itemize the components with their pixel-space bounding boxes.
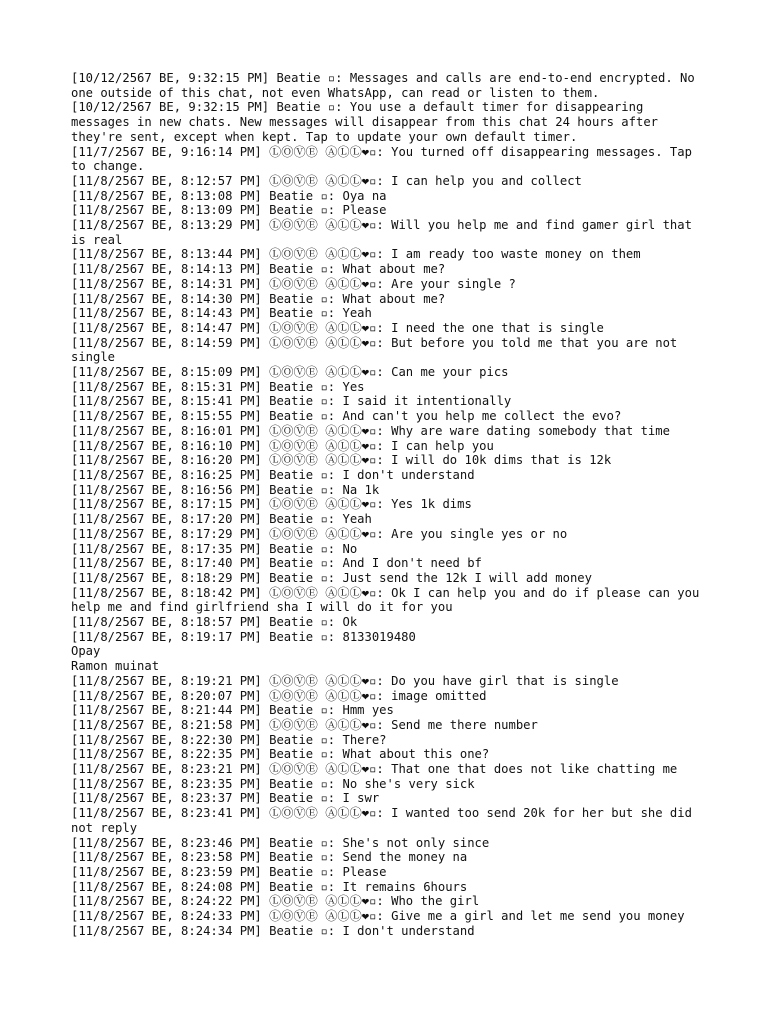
chat-line: [11/8/2567 BE, 8:21:58 PM] ⓁⓄⓋⒺ ⒶⓁⓁ❤▫: Send me there number: [71, 717, 538, 732]
chat-line: [11/8/2567 BE, 8:18:42 PM] ⓁⓄⓋⒺ ⒶⓁⓁ❤▫: Ok I can help you and do if please can you help me and find girlfriend sha I will do it for you: [71, 585, 707, 615]
chat-line: [11/8/2567 BE, 8:23:59 PM] Beatie ▫: Please: [71, 864, 387, 879]
chat-line: [11/8/2567 BE, 8:17:40 PM] Beatie ▫: And I don't need bf: [71, 556, 482, 571]
chat-line: Opay: [71, 644, 101, 659]
chat-line: [11/8/2567 BE, 8:23:41 PM] ⓁⓄⓋⒺ ⒶⓁⓁ❤▫: I wanted too send 20k for her but she did not reply: [71, 806, 700, 835]
chat-line: [11/8/2567 BE, 8:22:30 PM] Beatie ▫: There?: [71, 732, 387, 747]
chat-line: [11/8/2567 BE, 8:24:08 PM] Beatie ▫: It remains 6hours: [71, 879, 468, 894]
chat-export-log: [71, 71, 707, 938]
chat-line: [11/8/2567 BE, 8:13:09 PM] Beatie ▫: Please: [71, 203, 387, 218]
chat-line: [11/8/2567 BE, 8:13:44 PM] ⓁⓄⓋⒺ ⒶⓁⓁ❤▫: I am ready too waste money on them: [71, 247, 641, 262]
chat-line: [11/8/2567 BE, 8:15:31 PM] Beatie ▫: Yes: [71, 379, 365, 394]
chat-line: [11/8/2567 BE, 8:22:35 PM] Beatie ▫: What about this one?: [71, 747, 490, 762]
chat-line: [11/8/2567 BE, 8:17:15 PM] ⓁⓄⓋⒺ ⒶⓁⓁ❤▫: Yes 1k dims: [71, 497, 472, 512]
chat-line: [11/8/2567 BE, 8:17:29 PM] ⓁⓄⓋⒺ ⒶⓁⓁ❤▫: Are you single yes or no: [71, 526, 568, 541]
chat-line: [11/8/2567 BE, 8:14:47 PM] ⓁⓄⓋⒺ ⒶⓁⓁ❤▫: I need the one that is single: [71, 320, 604, 335]
chat-line: [11/8/2567 BE, 8:21:44 PM] Beatie ▫: Hmm yes: [71, 703, 394, 718]
chat-line: [11/8/2567 BE, 8:19:21 PM] ⓁⓄⓋⒺ ⒶⓁⓁ❤▫: Do you have girl that is single: [71, 673, 619, 688]
chat-line: [11/8/2567 BE, 8:24:33 PM] ⓁⓄⓋⒺ ⒶⓁⓁ❤▫: Give me a girl and let me send you money: [71, 909, 685, 924]
chat-line: [10/12/2567 BE, 9:32:15 PM] Beatie ▫: You use a default timer for disappearing messages in new chats. New messages will disappear from this chat 24 hours after they're sent, except when kept. Tap to update your own default timer.: [71, 100, 666, 144]
chat-line: Ramon muinat: [71, 659, 160, 674]
chat-line: [11/8/2567 BE, 8:14:43 PM] Beatie ▫: Yeah: [71, 306, 372, 321]
chat-line: [11/8/2567 BE, 8:24:34 PM] Beatie ▫: I don't understand: [71, 923, 475, 938]
chat-line: [11/8/2567 BE, 8:17:20 PM] Beatie ▫: Yeah: [71, 512, 372, 527]
chat-line: [11/8/2567 BE, 8:14:31 PM] ⓁⓄⓋⒺ ⒶⓁⓁ❤▫: Are your single ?: [71, 276, 516, 291]
chat-line: [11/8/2567 BE, 8:23:35 PM] Beatie ▫: No she's very sick: [71, 776, 475, 791]
chat-line: [11/7/2567 BE, 9:16:14 PM] ⓁⓄⓋⒺ ⒶⓁⓁ❤▫: You turned off disappearing messages. Tap to change.: [71, 144, 700, 174]
chat-line: [10/12/2567 BE, 9:32:15 PM] Beatie ▫: Messages and calls are end-to-end encrypted. No one outside of this chat, not even WhatsApp, can read or listen to them.: [71, 71, 703, 100]
chat-line: [11/8/2567 BE, 8:12:57 PM] ⓁⓄⓋⒺ ⒶⓁⓁ❤▫: I can help you and collect: [71, 173, 582, 188]
chat-line: [11/8/2567 BE, 8:16:56 PM] Beatie ▫: Na 1k: [71, 482, 380, 497]
chat-line: [11/8/2567 BE, 8:16:20 PM] ⓁⓄⓋⒺ ⒶⓁⓁ❤▫: I will do 10k dims that is 12k: [71, 453, 612, 468]
chat-line: [11/8/2567 BE, 8:15:41 PM] Beatie ▫: I said it intentionally: [71, 394, 512, 409]
chat-line: [11/8/2567 BE, 8:16:01 PM] ⓁⓄⓋⒺ ⒶⓁⓁ❤▫: Why are ware dating somebody that time: [71, 423, 670, 438]
chat-line: [11/8/2567 BE, 8:18:57 PM] Beatie ▫: Ok: [71, 615, 358, 630]
chat-line: [11/8/2567 BE, 8:23:37 PM] Beatie ▫: I swr: [71, 791, 380, 806]
chat-line: [11/8/2567 BE, 8:23:58 PM] Beatie ▫: Send the money na: [71, 850, 468, 865]
chat-line: [11/8/2567 BE, 8:17:35 PM] Beatie ▫: No: [71, 541, 358, 556]
chat-line: [11/8/2567 BE, 8:19:17 PM] Beatie ▫: 8133019480: [71, 629, 416, 644]
chat-line: [11/8/2567 BE, 8:20:07 PM] ⓁⓄⓋⒺ ⒶⓁⓁ❤▫: image omitted: [71, 688, 487, 703]
chat-line: [11/8/2567 BE, 8:15:55 PM] Beatie ▫: And can't you help me collect the evo?: [71, 409, 622, 424]
chat-line: [11/8/2567 BE, 8:16:25 PM] Beatie ▫: I don't understand: [71, 467, 475, 482]
chat-line: [11/8/2567 BE, 8:13:29 PM] ⓁⓄⓋⒺ ⒶⓁⓁ❤▫: Will you help me and find gamer girl that is real: [71, 218, 700, 247]
chat-line: [11/8/2567 BE, 8:15:09 PM] ⓁⓄⓋⒺ ⒶⓁⓁ❤▫: Can me your pics: [71, 365, 509, 380]
chat-line: [11/8/2567 BE, 8:14:30 PM] Beatie ▫: What about me?: [71, 291, 446, 306]
chat-line: [11/8/2567 BE, 8:18:29 PM] Beatie ▫: Just send the 12k I will add money: [71, 570, 592, 585]
chat-line: [11/8/2567 BE, 8:23:21 PM] ⓁⓄⓋⒺ ⒶⓁⓁ❤▫: That one that does not like chatting me: [71, 762, 678, 777]
chat-line: [11/8/2567 BE, 8:14:59 PM] ⓁⓄⓋⒺ ⒶⓁⓁ❤▫: But before you told me that you are not single: [71, 335, 685, 365]
chat-line: [11/8/2567 BE, 8:14:13 PM] Beatie ▫: What about me?: [71, 262, 446, 277]
chat-line: [11/8/2567 BE, 8:23:46 PM] Beatie ▫: She's not only since: [71, 835, 490, 850]
chat-line: [11/8/2567 BE, 8:16:10 PM] ⓁⓄⓋⒺ ⒶⓁⓁ❤▫: I can help you: [71, 438, 494, 453]
chat-line: [11/8/2567 BE, 8:24:22 PM] ⓁⓄⓋⒺ ⒶⓁⓁ❤▫: Who the girl: [71, 894, 480, 909]
chat-line: [11/8/2567 BE, 8:13:08 PM] Beatie ▫: Oya na: [71, 188, 387, 203]
